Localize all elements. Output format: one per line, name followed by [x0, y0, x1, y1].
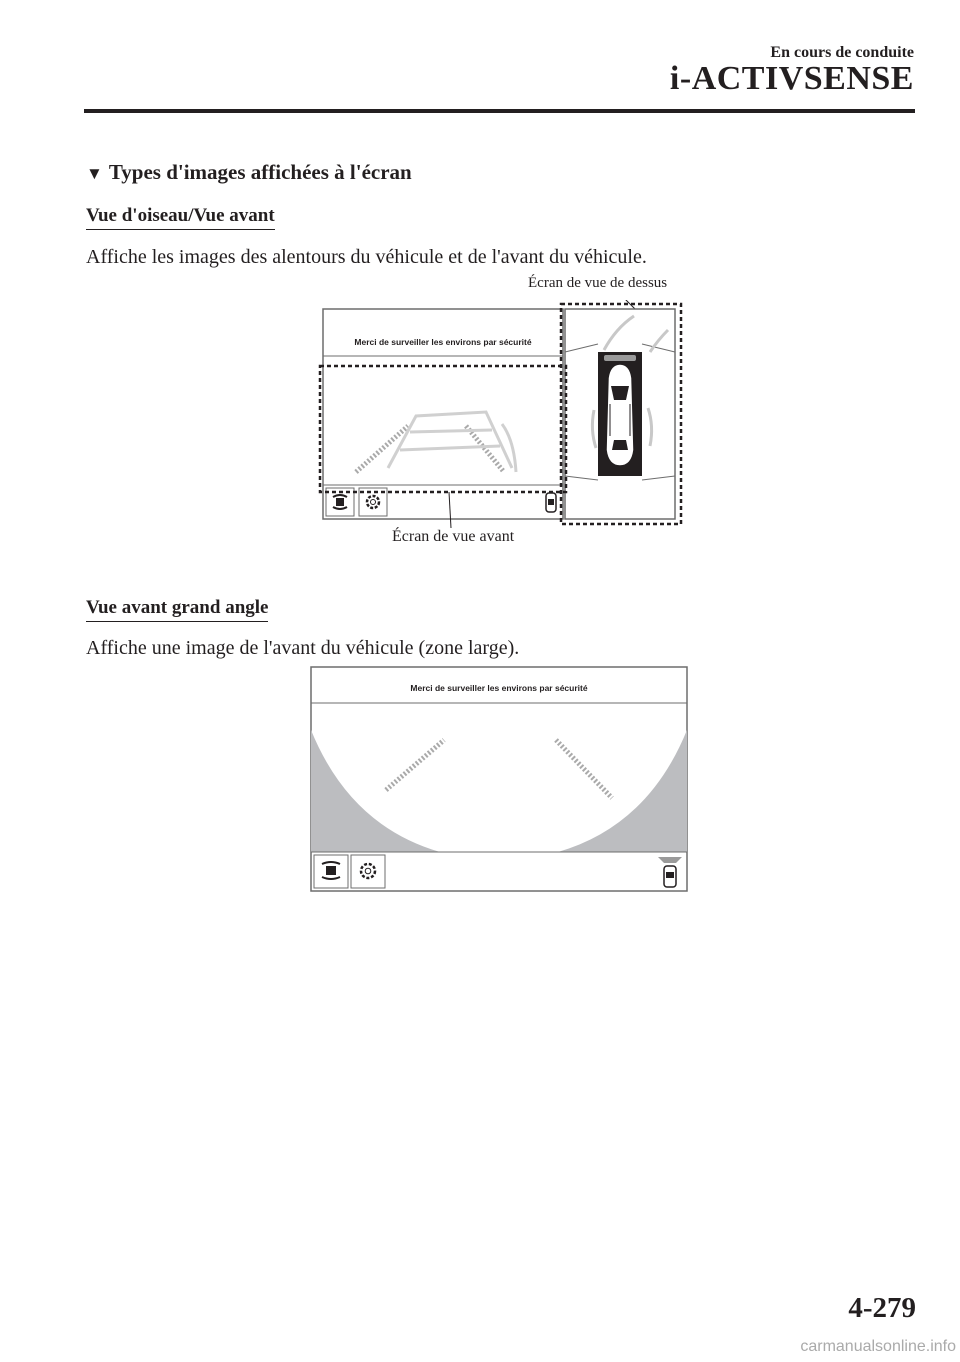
- subheading-birdseye: Vue d'oiseau/Vue avant: [86, 205, 275, 230]
- callout-front-view: Écran de vue avant: [392, 528, 515, 545]
- car-sensor-icon: [546, 493, 556, 512]
- triangle-marker-icon: ▼: [86, 164, 103, 183]
- top-view-car-icon: [606, 364, 634, 466]
- section-title: i-ACTIVSENSE: [669, 60, 914, 97]
- types-heading: [86, 160, 412, 185]
- header-rule: [84, 109, 915, 113]
- screen-banner-1: Merci de surveiller les environs par sécurité: [354, 337, 532, 347]
- description-wide-angle: Affiche une image de l'avant du véhicule (zone large).: [86, 637, 520, 659]
- birdseye-front-screen-figure: [316, 300, 688, 528]
- wide-angle-screen-figure: [310, 666, 688, 892]
- types-heading-text: Types d'images affichées à l'écran: [108, 160, 412, 184]
- subheading-wide-angle: Vue avant grand angle: [86, 597, 268, 622]
- description-birdseye: Affiche les images des alentours du véhicule et de l'avant du véhicule.: [86, 246, 647, 268]
- screen-banner-2: Merci de surveiller les environs par sécurité: [410, 683, 588, 693]
- watermark: carmanualsonline.info: [800, 1338, 956, 1355]
- page-number: 4-279: [848, 1292, 916, 1324]
- chapter-title: En cours de conduite: [770, 44, 914, 61]
- callout-top-view: Écran de vue de dessus: [528, 275, 668, 291]
